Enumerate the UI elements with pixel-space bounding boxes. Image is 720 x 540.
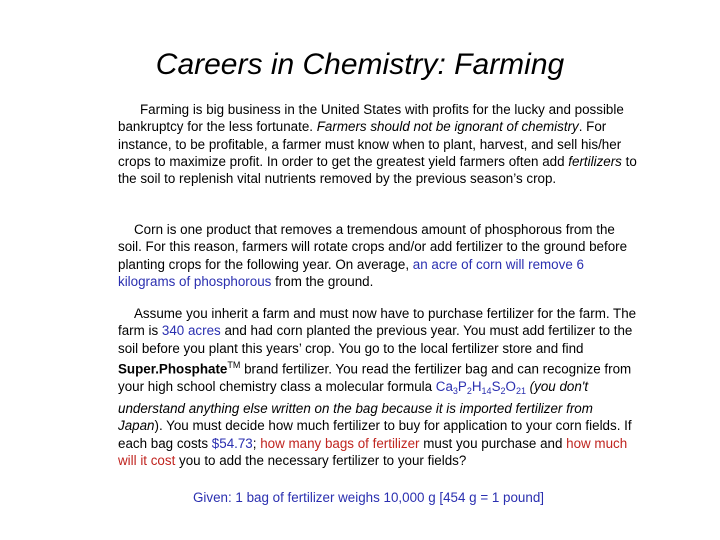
bag-price: $54.73 xyxy=(211,435,253,451)
p3-highlight-acres: 340 acres xyxy=(161,323,221,339)
formula-sub-14: 14 xyxy=(481,385,492,396)
formula-sub-3: 3 xyxy=(452,385,458,396)
formula-ca: Ca xyxy=(435,378,453,394)
formula-sub-2: 2 xyxy=(466,385,472,396)
p1-text-c: . For instance, to be profitable, a farmer must know when to plant, harvest, and sell his/her crops to maximize profit. In order to get the greatest yield farmers often add xyxy=(118,119,622,169)
p3-text-c: and had corn planted the previous year. You must add fertilizer to the soil before you plant this years’ crop. You go to the local fertilizer store and find xyxy=(118,323,633,356)
p1-text-a: Farming is big business in the United States with profits for the lucky and possible bankruptcy for the less fortunate. xyxy=(118,102,624,135)
formula-h: H xyxy=(471,378,482,394)
formula-s: S xyxy=(491,378,501,394)
question-bags: how many bags of fertilizer xyxy=(260,435,420,451)
molecular-formula xyxy=(436,379,526,394)
p3-text-f: ). You must decide how much fertilizer to buy for application to your corn fields. If each bag costs xyxy=(118,418,632,451)
p2-text-c: from the ground. xyxy=(271,273,374,289)
p3-text-j: must you purchase and xyxy=(419,435,567,451)
p3-text-l: you to add the necessary fertilizer to your fields? xyxy=(175,452,467,468)
p2-text-a: Corn is one product that removes a tremendous amount of phosphorous from the soil. For this reason, farmers will rotate crops and/or add fertilizer to the ground before planting crops for the following year. On average, xyxy=(118,222,628,272)
p1-italic-fertilizers: fertilizers xyxy=(568,153,622,169)
formula-p: P xyxy=(457,378,467,394)
p1-text-e: to the soil to replenish vital nutrients removed by the previous season’s crop. xyxy=(118,153,637,187)
formula-o: O xyxy=(505,378,516,394)
paragraph-corn-phosphorous xyxy=(118,221,638,290)
formula-sub-2b: 2 xyxy=(500,385,506,396)
given-statement: Given: 1 bag of fertilizer weighs 10,000 g [454 g = 1 pound] xyxy=(193,490,544,505)
paragraph-problem xyxy=(118,305,638,469)
p1-italic-chemistry: Farmers should not be ignorant of chemistry xyxy=(316,119,579,135)
p2-highlight-acre: an acre of corn will remove 6 kilograms of phosphorous xyxy=(118,256,584,289)
brand-name: Super.Phosphate xyxy=(118,361,228,377)
trademark: TM xyxy=(227,359,241,370)
p3-text-a: Assume you inherit a farm and must now have to purchase fertilizer for the farm. The farm is xyxy=(118,306,637,339)
question-cost: how much will it cost xyxy=(118,435,628,468)
paragraph-farming-intro xyxy=(118,101,638,187)
p3-text-d: brand fertilizer. You read the fertilizer bag and can recognize from your high school chemistry class a molecular formula xyxy=(118,361,632,394)
p3-italic-note: (you don't understand anything else written on the bag because it is imported fertilizer from Japan xyxy=(118,378,593,434)
page-title: Careers in Chemistry: Farming xyxy=(155,48,565,81)
p3-text-h: ; xyxy=(252,435,261,451)
formula-sub-21: 21 xyxy=(515,385,526,396)
